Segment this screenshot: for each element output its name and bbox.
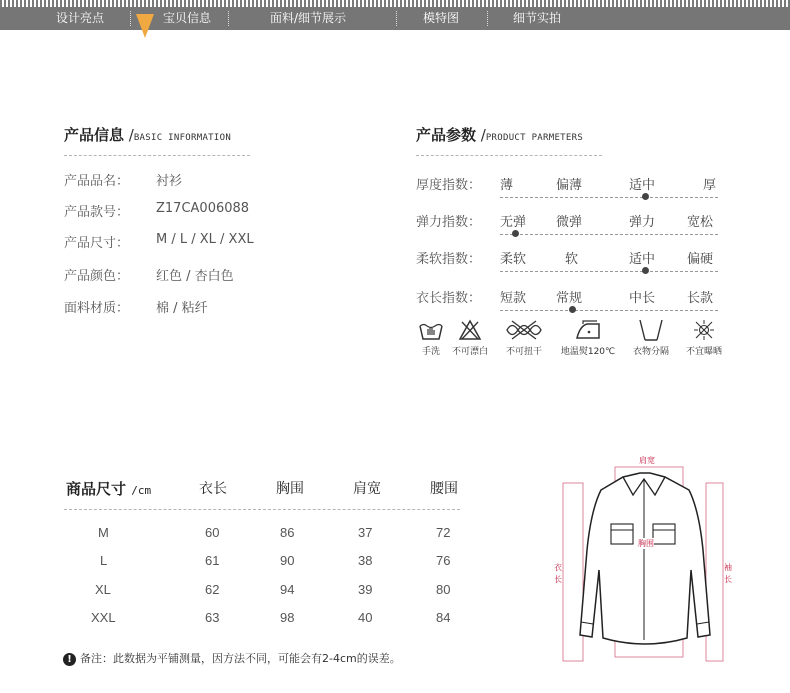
param-option: 适中 xyxy=(629,178,656,193)
param-label-softness: 柔软指数： xyxy=(416,252,482,267)
care-label: 不可扭干 xyxy=(505,347,542,357)
size-cell: 80 xyxy=(436,582,451,597)
param-option: 薄 xyxy=(500,178,514,193)
size-cell: XXL xyxy=(91,610,116,625)
size-cell: 72 xyxy=(436,525,451,540)
param-option: 适中 xyxy=(629,252,656,267)
product-params-title: 产品参数 /PRODUCT PARMETERS xyxy=(416,126,584,144)
nav-tab-design[interactable]: 设计亮点 xyxy=(56,11,105,25)
divider xyxy=(416,155,602,156)
measurement-note xyxy=(63,650,401,666)
nav-divider xyxy=(130,11,131,26)
shirt-outline-icon xyxy=(553,450,733,670)
sleeve-label: 袖长 xyxy=(724,563,732,584)
chest-label: 胸围 xyxy=(638,539,654,548)
hand-wash-icon xyxy=(418,318,444,342)
care-label: 不可漂白 xyxy=(451,347,488,357)
care-label: 衣物分隔 xyxy=(632,347,669,357)
size-cell: 62 xyxy=(205,582,220,597)
size-cell: 84 xyxy=(436,610,451,625)
size-cell: 63 xyxy=(205,610,220,625)
size-table-unit: /cm xyxy=(131,484,152,497)
warning-icon: ! xyxy=(63,653,76,666)
info-label-name: 产品品名： xyxy=(64,174,130,189)
nav-bar xyxy=(0,7,790,30)
size-cell: 94 xyxy=(280,582,295,597)
size-cell: 40 xyxy=(358,610,373,625)
param-scale-line xyxy=(500,310,718,311)
param-indicator-dot xyxy=(569,306,576,313)
care-item-no-wring xyxy=(500,318,548,357)
param-scale-line xyxy=(500,234,718,235)
param-option: 中长 xyxy=(629,291,656,306)
param-option: 偏薄 xyxy=(556,178,583,193)
param-label-length: 衣长指数： xyxy=(416,291,482,306)
size-cell: 60 xyxy=(205,525,220,540)
size-col-header: 腰围 xyxy=(430,481,458,497)
wash-separately-icon xyxy=(636,318,666,342)
care-item-low-iron xyxy=(555,318,621,357)
size-cell: L xyxy=(100,553,108,568)
param-option: 长款 xyxy=(687,291,714,306)
info-label-color: 产品颜色： xyxy=(64,269,130,284)
size-cell: 98 xyxy=(280,610,295,625)
size-col-header: 胸围 xyxy=(276,481,304,497)
nav-divider xyxy=(487,11,488,26)
info-value-color: 红色 / 杏白色 xyxy=(156,269,234,284)
param-indicator-dot xyxy=(512,230,519,237)
param-option: 偏硬 xyxy=(687,252,714,267)
nav-tab-product-info[interactable]: 宝贝信息 xyxy=(163,11,212,25)
no-bleach-icon xyxy=(457,318,483,342)
param-option: 微弹 xyxy=(556,215,583,230)
info-value-material: 棉 / 粘纤 xyxy=(156,301,208,316)
size-cell: 37 xyxy=(358,525,373,540)
care-item-wash-separately xyxy=(625,318,677,357)
note-text: 备注：此数据为平铺测量，因方法不同，可能会有2-4cm的误差。 xyxy=(80,652,401,665)
product-info-title: 产品信息 /BASIC INFORMATION xyxy=(64,126,232,144)
size-cell: 76 xyxy=(436,553,451,568)
info-value-name: 衬衫 xyxy=(156,174,183,189)
param-option: 短款 xyxy=(500,291,527,306)
shirt-measurement-diagram xyxy=(553,450,733,670)
size-cell: M xyxy=(98,525,109,540)
nav-divider xyxy=(396,11,397,26)
param-option: 宽松 xyxy=(687,215,714,230)
size-table-title-text: 商品尺寸 xyxy=(66,480,127,498)
care-label: 不宜曝晒 xyxy=(685,347,722,357)
top-border-chain xyxy=(0,0,790,7)
param-option: 常规 xyxy=(556,291,583,306)
param-scale-line xyxy=(500,197,718,198)
info-label-material: 面料材质： xyxy=(64,301,130,316)
size-cell: 38 xyxy=(358,553,373,568)
size-cell: 86 xyxy=(280,525,295,540)
param-scale-line xyxy=(500,271,718,272)
param-indicator-dot xyxy=(642,267,649,274)
info-value-size: M / L / XL / XXL xyxy=(156,232,254,247)
param-indicator-dot xyxy=(642,193,649,200)
param-option: 弹力 xyxy=(629,215,656,230)
size-table-title xyxy=(66,478,151,499)
info-label-size: 产品尺寸： xyxy=(64,236,130,251)
size-cell: 39 xyxy=(358,582,373,597)
info-value-style-number: Z17CA006088 xyxy=(156,201,250,216)
param-option: 厚 xyxy=(703,178,717,193)
size-cell: 90 xyxy=(280,553,295,568)
param-label-thickness: 厚度指数： xyxy=(416,178,482,193)
care-item-no-bleach xyxy=(447,318,493,357)
nav-tab-model[interactable]: 模特图 xyxy=(423,11,460,25)
shoulder-label: 肩宽 xyxy=(639,456,655,465)
care-label: 地温熨120℃ xyxy=(560,347,616,357)
size-table-divider xyxy=(64,509,460,510)
product-params-title-text: 产品参数 xyxy=(416,126,477,144)
nav-tab-detail-photos[interactable]: 细节实拍 xyxy=(513,11,562,25)
param-option: 软 xyxy=(565,252,579,267)
product-info-title-text: 产品信息 xyxy=(64,126,125,144)
care-label: 手洗 xyxy=(421,347,440,357)
nav-tab-fabric-detail[interactable]: 面料/细节展示 xyxy=(270,11,347,25)
divider xyxy=(64,155,250,156)
param-option: 柔软 xyxy=(500,252,527,267)
product-params-subtitle: PRODUCT PARMETERS xyxy=(485,133,584,143)
low-iron-icon xyxy=(573,318,603,342)
care-item-hand-wash xyxy=(416,318,446,357)
size-col-header: 衣长 xyxy=(199,481,227,497)
length-label: 衣长 xyxy=(554,563,562,584)
no-wring-icon xyxy=(504,318,544,342)
size-cell: 61 xyxy=(205,553,220,568)
no-sun-dry-icon xyxy=(691,318,717,342)
param-label-elasticity: 弹力指数： xyxy=(416,215,482,230)
info-label-style-number: 产品款号： xyxy=(64,205,130,220)
size-cell: XL xyxy=(95,582,111,597)
nav-divider xyxy=(228,11,229,26)
size-col-header: 肩宽 xyxy=(353,481,381,497)
product-info-subtitle: BASIC INFORMATION xyxy=(133,133,232,143)
care-item-no-sun-dry xyxy=(680,318,728,357)
active-tab-arrow-icon xyxy=(136,14,154,38)
param-option: 无弹 xyxy=(500,215,527,230)
